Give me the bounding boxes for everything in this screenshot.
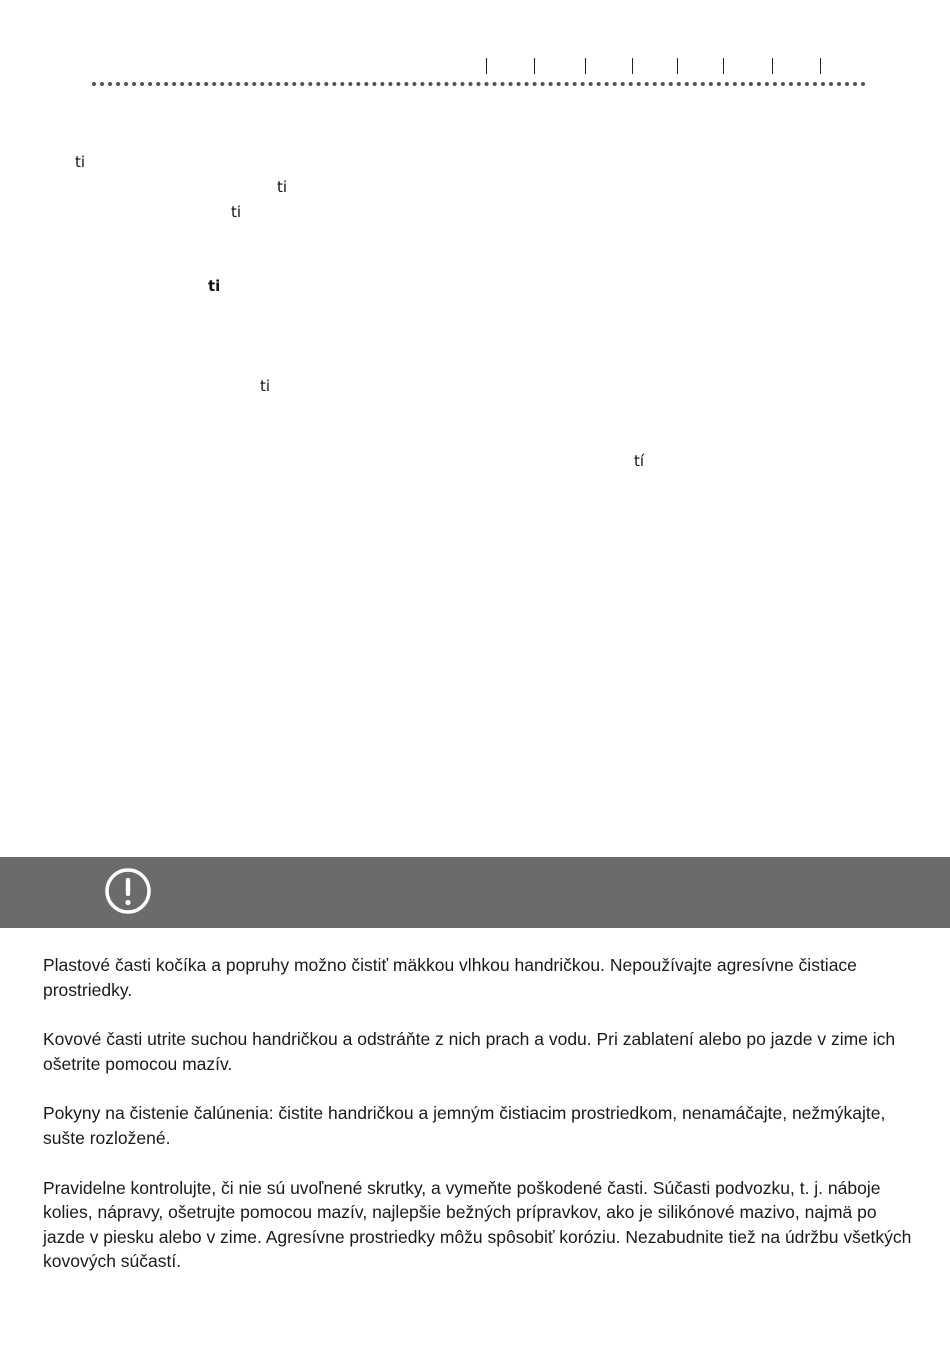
text-fragment: ti [75, 153, 86, 171]
text-fragment-bold: ti [208, 277, 221, 295]
text-fragment: ti [231, 203, 242, 221]
text-fragment: tí [634, 452, 645, 470]
header-tick [585, 58, 586, 74]
paragraph-plastic-parts: Plastové časti kočíka a popruhy možno čistiť mäkkou vlhkou handričkou. Nepoužívajte agresívne čistiace prostriedky. [43, 955, 857, 1000]
paragraph-upholstery: Pokyny na čistenie čalúnenia: čistite handričkou a jemným čistiacim prostriedkom, nenamáčajte, nežmýkajte, sušte rozložené. [43, 1103, 886, 1148]
maintenance-text [43, 953, 913, 1299]
header-tick [486, 58, 487, 74]
header-tick [632, 58, 633, 74]
text-fragment: ti [277, 178, 288, 196]
header-dotted-rule [92, 82, 866, 86]
header-tick [820, 58, 821, 74]
warning-banner [0, 857, 950, 928]
exclamation-circle-icon [104, 867, 152, 915]
paragraph-inspection: Pravidelne kontrolujte, či nie sú uvoľnené skrutky, a vymeňte poškodené časti. Súčasti podvozku, t. j. náboje kolies, nápravy, ošetrujte pomocou mazív, najlepšie bežných prípravkov, ako je silikónové mazivo, najmä po jazde v piesku alebo v zime. Agresívne prostriedky môžu spôsobiť koróziu. Nezabudnite tiež na údržbu všetkých kovových súčastí. [43, 1177, 912, 1272]
paragraph-metal-parts: Kovové časti utrite suchou handričkou a odstráňte z nich prach a vodu. Pri zablatení alebo po jazde v zime ich ošetrite pomocou mazív. [43, 1029, 896, 1074]
header-tick [723, 58, 724, 74]
header-tick [772, 58, 773, 74]
header-tick [677, 58, 678, 74]
header-tick [534, 58, 535, 74]
text-fragment: ti [260, 377, 271, 395]
